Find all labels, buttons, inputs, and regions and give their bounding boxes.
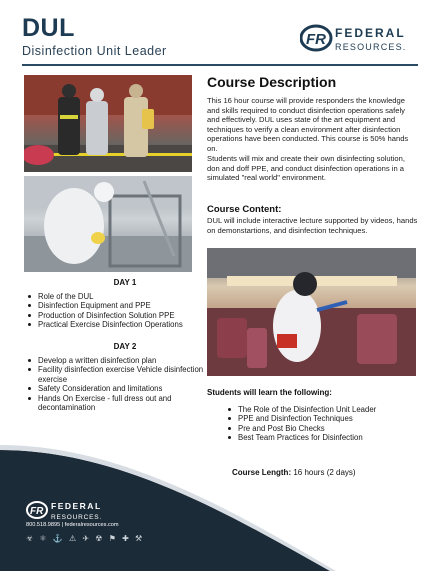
- list-item: Facility disinfection exercise Vehicle disinfection exercise: [36, 365, 226, 384]
- logo-text-top: FEDERAL: [335, 26, 406, 40]
- logo-text-bottom: RESOURCES.: [335, 42, 407, 52]
- list-item: Disinfection Equipment and PPE: [36, 301, 232, 310]
- course-description-paragraph: This 16 hour course will provide responders the knowledge and skills required to conduct disinfection operations safely and effectively. DUL uses state of the art equipment and techniques to verify a clean environment after disinfection operations have been conducted. This course is 50% hands on.: [207, 96, 409, 153]
- federal-resources-logo: [300, 22, 420, 54]
- list-item: Role of the DUL: [36, 292, 232, 301]
- responders-photo: [24, 75, 192, 172]
- course-activities-paragraph: Students will mix and create their own disinfecting solution, don and doff PPE, and conduct disinfection operations in a simulated "real world" environment.: [207, 154, 405, 183]
- list-item: Safety Consideration and limitations: [36, 384, 226, 393]
- course-description-heading: Course Description: [207, 74, 337, 90]
- list-item: Pre and Post Bio Checks: [236, 424, 426, 433]
- footer-logo: [26, 498, 112, 522]
- learn-heading: Students will learn the following:: [207, 388, 332, 397]
- course-length: [232, 468, 356, 477]
- list-item: PPE and Disinfection Techniques: [236, 414, 426, 423]
- disinfection-worker-photo: [24, 176, 192, 272]
- footer-logo-text-bottom: RESOURCES.: [51, 514, 102, 521]
- list-item: Hands On Exercise - full dress out and decontamination: [36, 394, 226, 413]
- header-divider: [22, 64, 418, 66]
- course-length-value: 16 hours (2 days): [291, 468, 356, 477]
- footer-logo-text-top: FEDERAL: [51, 501, 102, 511]
- list-item: Production of Disinfection Solution PPE: [36, 311, 232, 320]
- list-item: The Role of the Disinfection Unit Leader: [236, 405, 426, 414]
- course-content-paragraph: DUL will include interactive lecture supported by videos, hands on demonstartions, and disinfection techniques.: [207, 216, 418, 235]
- list-item: Best Team Practices for Disinfection: [236, 433, 426, 442]
- footer-contact: 800.518.9895 | federalresources.com: [26, 522, 119, 528]
- learn-list: [226, 405, 426, 443]
- day1-heading: DAY 1: [113, 278, 137, 287]
- list-item: Develop a written disinfection plan: [36, 356, 226, 365]
- course-length-label: Course Length:: [232, 468, 292, 477]
- day2-heading: DAY 2: [113, 342, 137, 351]
- capability-icons: ☣ ⚛ ⚓ ⚠ ✈ ☢ ⚑ ✚ ⚒: [26, 534, 145, 543]
- course-content-heading: Course Content:: [207, 204, 282, 215]
- list-item: Practical Exercise Disinfection Operations: [36, 320, 232, 329]
- svg-text:FR: FR: [306, 31, 326, 48]
- page-title: DUL: [22, 14, 75, 42]
- page-subtitle: Disinfection Unit Leader: [22, 44, 167, 58]
- svg-text:FR: FR: [30, 506, 44, 517]
